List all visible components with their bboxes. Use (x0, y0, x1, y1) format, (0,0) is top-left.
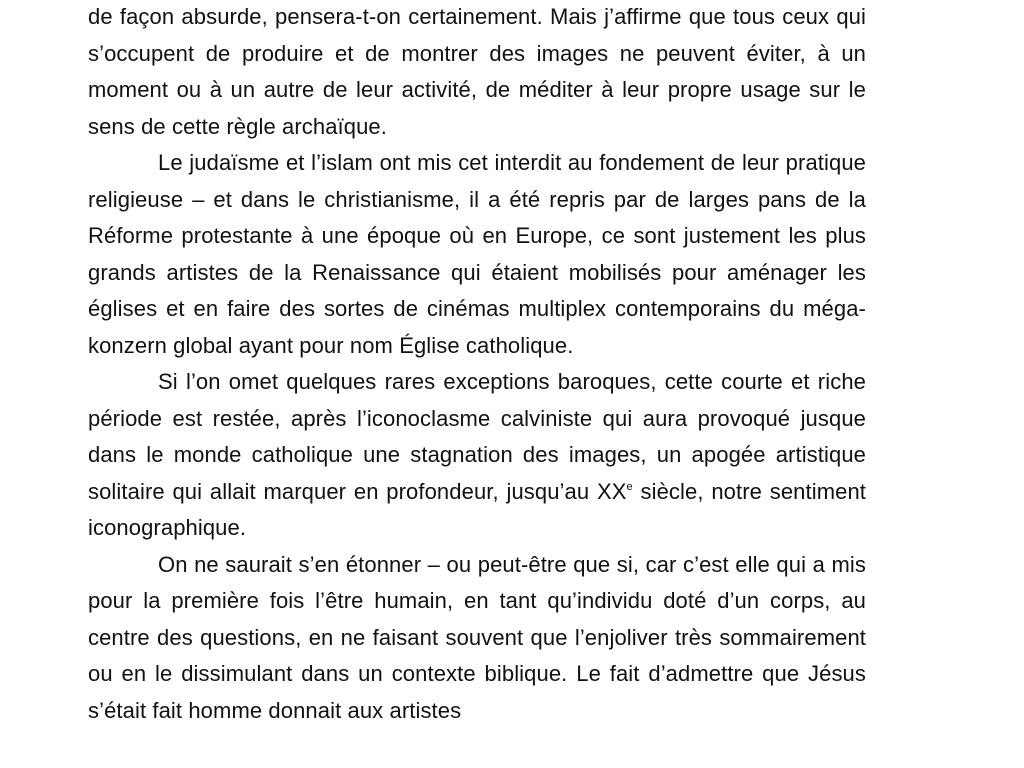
paragraph-3-text-before: Si l’on omet quelques rares exceptions baroques, cette courte et riche période est restée, après l’iconoclasme calviniste qui aura provoqué jusque dans le monde catholique une stagnation des images, un apogée artistique solitaire qui allait marquer en profondeur, jusqu’au XX (88, 369, 866, 504)
century-superscript: e (626, 480, 633, 493)
paragraph-3-text-after: siècle, notre sentiment iconographique. (88, 478, 867, 540)
paragraph-3 (88, 364, 866, 547)
body-text (88, 0, 866, 729)
paragraph-4: On ne saurait s’en étonner – ou peut-être que si, car c’est elle qui a mis pour la première fois l’être humain, en tant qu’individu doté d’un corps, au centre des questions, en ne faisant souvent que l’enjoliver très sommairement ou en le dissimulant dans un contexte biblique. Le fait d’admettre que Jésus s’était fait homme donnait aux artistes (88, 551, 866, 723)
paragraph-1: de façon absurde, pensera-t-on certainement. Mais j’affirme que tous ceux qui s’occupent de produire et de montrer des images ne peuvent éviter, à un moment ou à un autre de leur activité, de méditer à leur propre usage sur le sens de cette règle archaïque. (88, 4, 866, 139)
paragraph-2: Le judaïsme et l’islam ont mis cet interdit au fondement de leur pratique religieuse – et dans le christianisme, il a été repris par de larges pans de la Réforme protestante à une époque où en Europe, ce sont justement les plus grands artistes de la Renaissance qui étaient mobilisés pour aménager les églises et en faire des sortes de cinémas multiplex contemporains du méga-konzern global ayant pour nom Église catholique. (88, 150, 866, 358)
